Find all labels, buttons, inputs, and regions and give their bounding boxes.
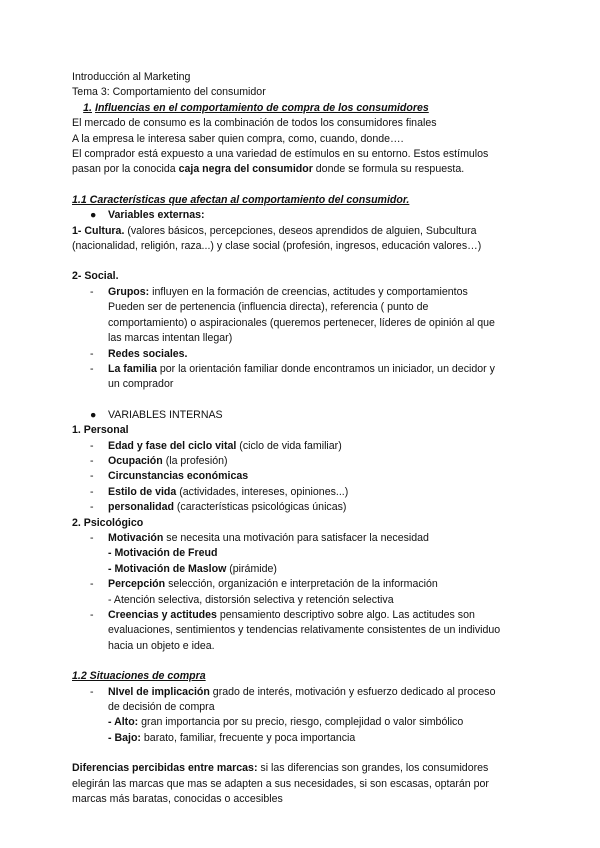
paragraph-line <box>72 162 532 177</box>
text: barato, familiar, frecuente y poca importancia <box>140 731 356 744</box>
section-1-2-heading: 1.2 Situaciones de compra <box>72 670 206 683</box>
list-item <box>72 485 532 500</box>
bold-term: Redes sociales. <box>108 347 188 360</box>
sub-item <box>108 562 532 577</box>
bold-term: caja negra del consumidor <box>178 163 313 176</box>
dash-icon: - <box>90 439 94 452</box>
list-item <box>72 685 532 747</box>
dash-icon: - <box>90 578 94 591</box>
dash-icon: - <box>90 531 94 544</box>
paragraph-line <box>72 761 532 776</box>
dash-icon: - <box>90 485 94 498</box>
bold-term: Circunstancias económicas <box>108 470 249 483</box>
bold-term: La familia <box>108 362 157 375</box>
bullet-label: VARIABLES INTERNAS <box>108 408 223 421</box>
text: si las diferencias son grandes, los consumidores <box>257 762 489 775</box>
course-title: Introducción al Marketing <box>72 71 191 83</box>
text: (valores básicos, percepciones, deseos aprendidos de alguien, Subcultura <box>124 224 477 237</box>
dash-icon: - <box>90 362 94 375</box>
bold-term: NIvel de implicación <box>108 685 210 698</box>
text: se necesita una motivación para satisfacer la necesidad <box>163 531 429 544</box>
dash-icon: - <box>90 347 94 360</box>
bold-term: Diferencias percibidas entre marcas: <box>72 762 258 775</box>
text: selección, organización e interpretación de la información <box>165 578 438 591</box>
paragraph-line: A la empresa le interesa saber quien compra, como, cuando, donde…. <box>72 132 404 145</box>
sub-item: - Motivación de Freud <box>108 547 218 560</box>
list-item <box>72 285 532 347</box>
bullet-item <box>72 408 532 423</box>
bold-term: - Bajo: <box>108 731 141 744</box>
list-item <box>72 469 532 484</box>
text: un comprador <box>108 378 174 391</box>
dash-icon: - <box>90 470 94 483</box>
paragraph-line: (nacionalidad, religión, raza...) y clase social (profesión, ingresos, educación valores…) <box>72 240 482 253</box>
social-heading: 2- Social. <box>72 270 119 283</box>
bold-term: - Alto: <box>108 716 139 729</box>
text: pensamiento descriptivo sobre algo. Las actitudes son <box>216 609 475 621</box>
text: de decisión de compra <box>108 701 215 714</box>
text: las marcas intentan llegar) <box>108 332 233 345</box>
list-item <box>72 608 532 654</box>
sub-item <box>108 731 532 746</box>
dash-icon: - <box>90 285 94 298</box>
list-item <box>72 531 532 577</box>
bold-term: Estilo de vida <box>108 485 177 498</box>
text: (ciclo de vida familiar) <box>236 439 342 452</box>
bold-term: Ocupación <box>108 454 163 467</box>
bullet-icon: ● <box>90 408 97 421</box>
text: grado de interés, motivación y esfuerzo dedicado al proceso <box>209 685 496 698</box>
text: (características psicológicas únicas) <box>173 501 347 514</box>
bold-term: Percepción <box>108 578 166 591</box>
text: hacia un objeto e idea. <box>108 639 215 652</box>
text: (actividades, intereses, opiniones...) <box>176 485 349 498</box>
topic-title: Tema 3: Comportamiento del consumidor <box>72 86 266 99</box>
text: comportamiento) o aspiracionales (queremos pertenecer, líderes de opinión al que <box>108 316 495 329</box>
paragraph-line: elegirán las marcas que mas se adapten a sus necesidades, si son escasas, optarán por <box>72 777 489 790</box>
bold-term: 1- Cultura. <box>72 224 125 237</box>
bold-term: personalidad <box>108 501 174 514</box>
list-item <box>72 347 532 362</box>
section-1-1-heading: 1.1 Características que afectan al comportamiento del consumidor. <box>72 193 410 206</box>
list-item <box>72 500 532 515</box>
bullet-label: Variables externas: <box>108 209 205 222</box>
text: pasan por la conocida <box>72 163 179 176</box>
dash-icon: - <box>90 685 94 698</box>
text: (pirámide) <box>226 562 277 575</box>
text: evaluaciones, sentimientos y tendencias relativamente consistentes de un individuo <box>108 624 501 637</box>
personal-heading: 1. Personal <box>72 424 129 437</box>
dash-icon: - <box>90 609 94 621</box>
document-page <box>72 70 532 807</box>
bold-term: Edad y fase del ciclo vital <box>108 439 237 452</box>
bold-term: Grupos: <box>108 285 150 298</box>
paragraph-line: marcas más baratas, conocidas o accesibles <box>72 793 283 806</box>
text: donde se formula su respuesta. <box>312 163 465 176</box>
bold-term: Creencias y actitudes <box>108 609 217 621</box>
text: Pueden ser de pertenencia (influencia directa), referencia ( punto de <box>108 301 429 314</box>
bullet-item <box>72 208 532 223</box>
list-item <box>72 454 532 469</box>
section-1-title: Influencias en el comportamiento de compra de los consumidores <box>95 101 429 114</box>
psicologico-heading: 2. Psicológico <box>72 516 144 529</box>
bold-term: - Motivación de Maslow <box>108 562 227 575</box>
paragraph-line: El mercado de consumo es la combinación de todos los consumidores finales <box>72 117 437 130</box>
list-item <box>72 577 532 608</box>
list-item <box>72 439 532 454</box>
bold-term: Motivación <box>108 531 164 544</box>
paragraph-line <box>72 224 532 239</box>
text: gran importancia por su precio, riesgo, complejidad o valor simbólico <box>138 716 464 729</box>
paragraph-line: El comprador está expuesto a una variedad de estímulos en su entorno. Estos estímulos <box>72 148 489 161</box>
list-item <box>72 362 532 393</box>
section-1-number: 1. <box>83 101 92 114</box>
text: influyen en la formación de creencias, actitudes y comportamientos <box>149 285 468 298</box>
dash-icon: - <box>90 501 94 514</box>
section-1-heading <box>72 101 532 116</box>
sub-item: - Atención selectiva, distorsión selectiva y retención selectiva <box>108 593 394 606</box>
text: por la orientación familiar donde encontramos un iniciador, un decidor y <box>156 362 495 375</box>
sub-item <box>108 715 532 730</box>
text: (la profesión) <box>162 454 228 467</box>
bullet-icon: ● <box>90 209 97 222</box>
dash-icon: - <box>90 454 94 467</box>
